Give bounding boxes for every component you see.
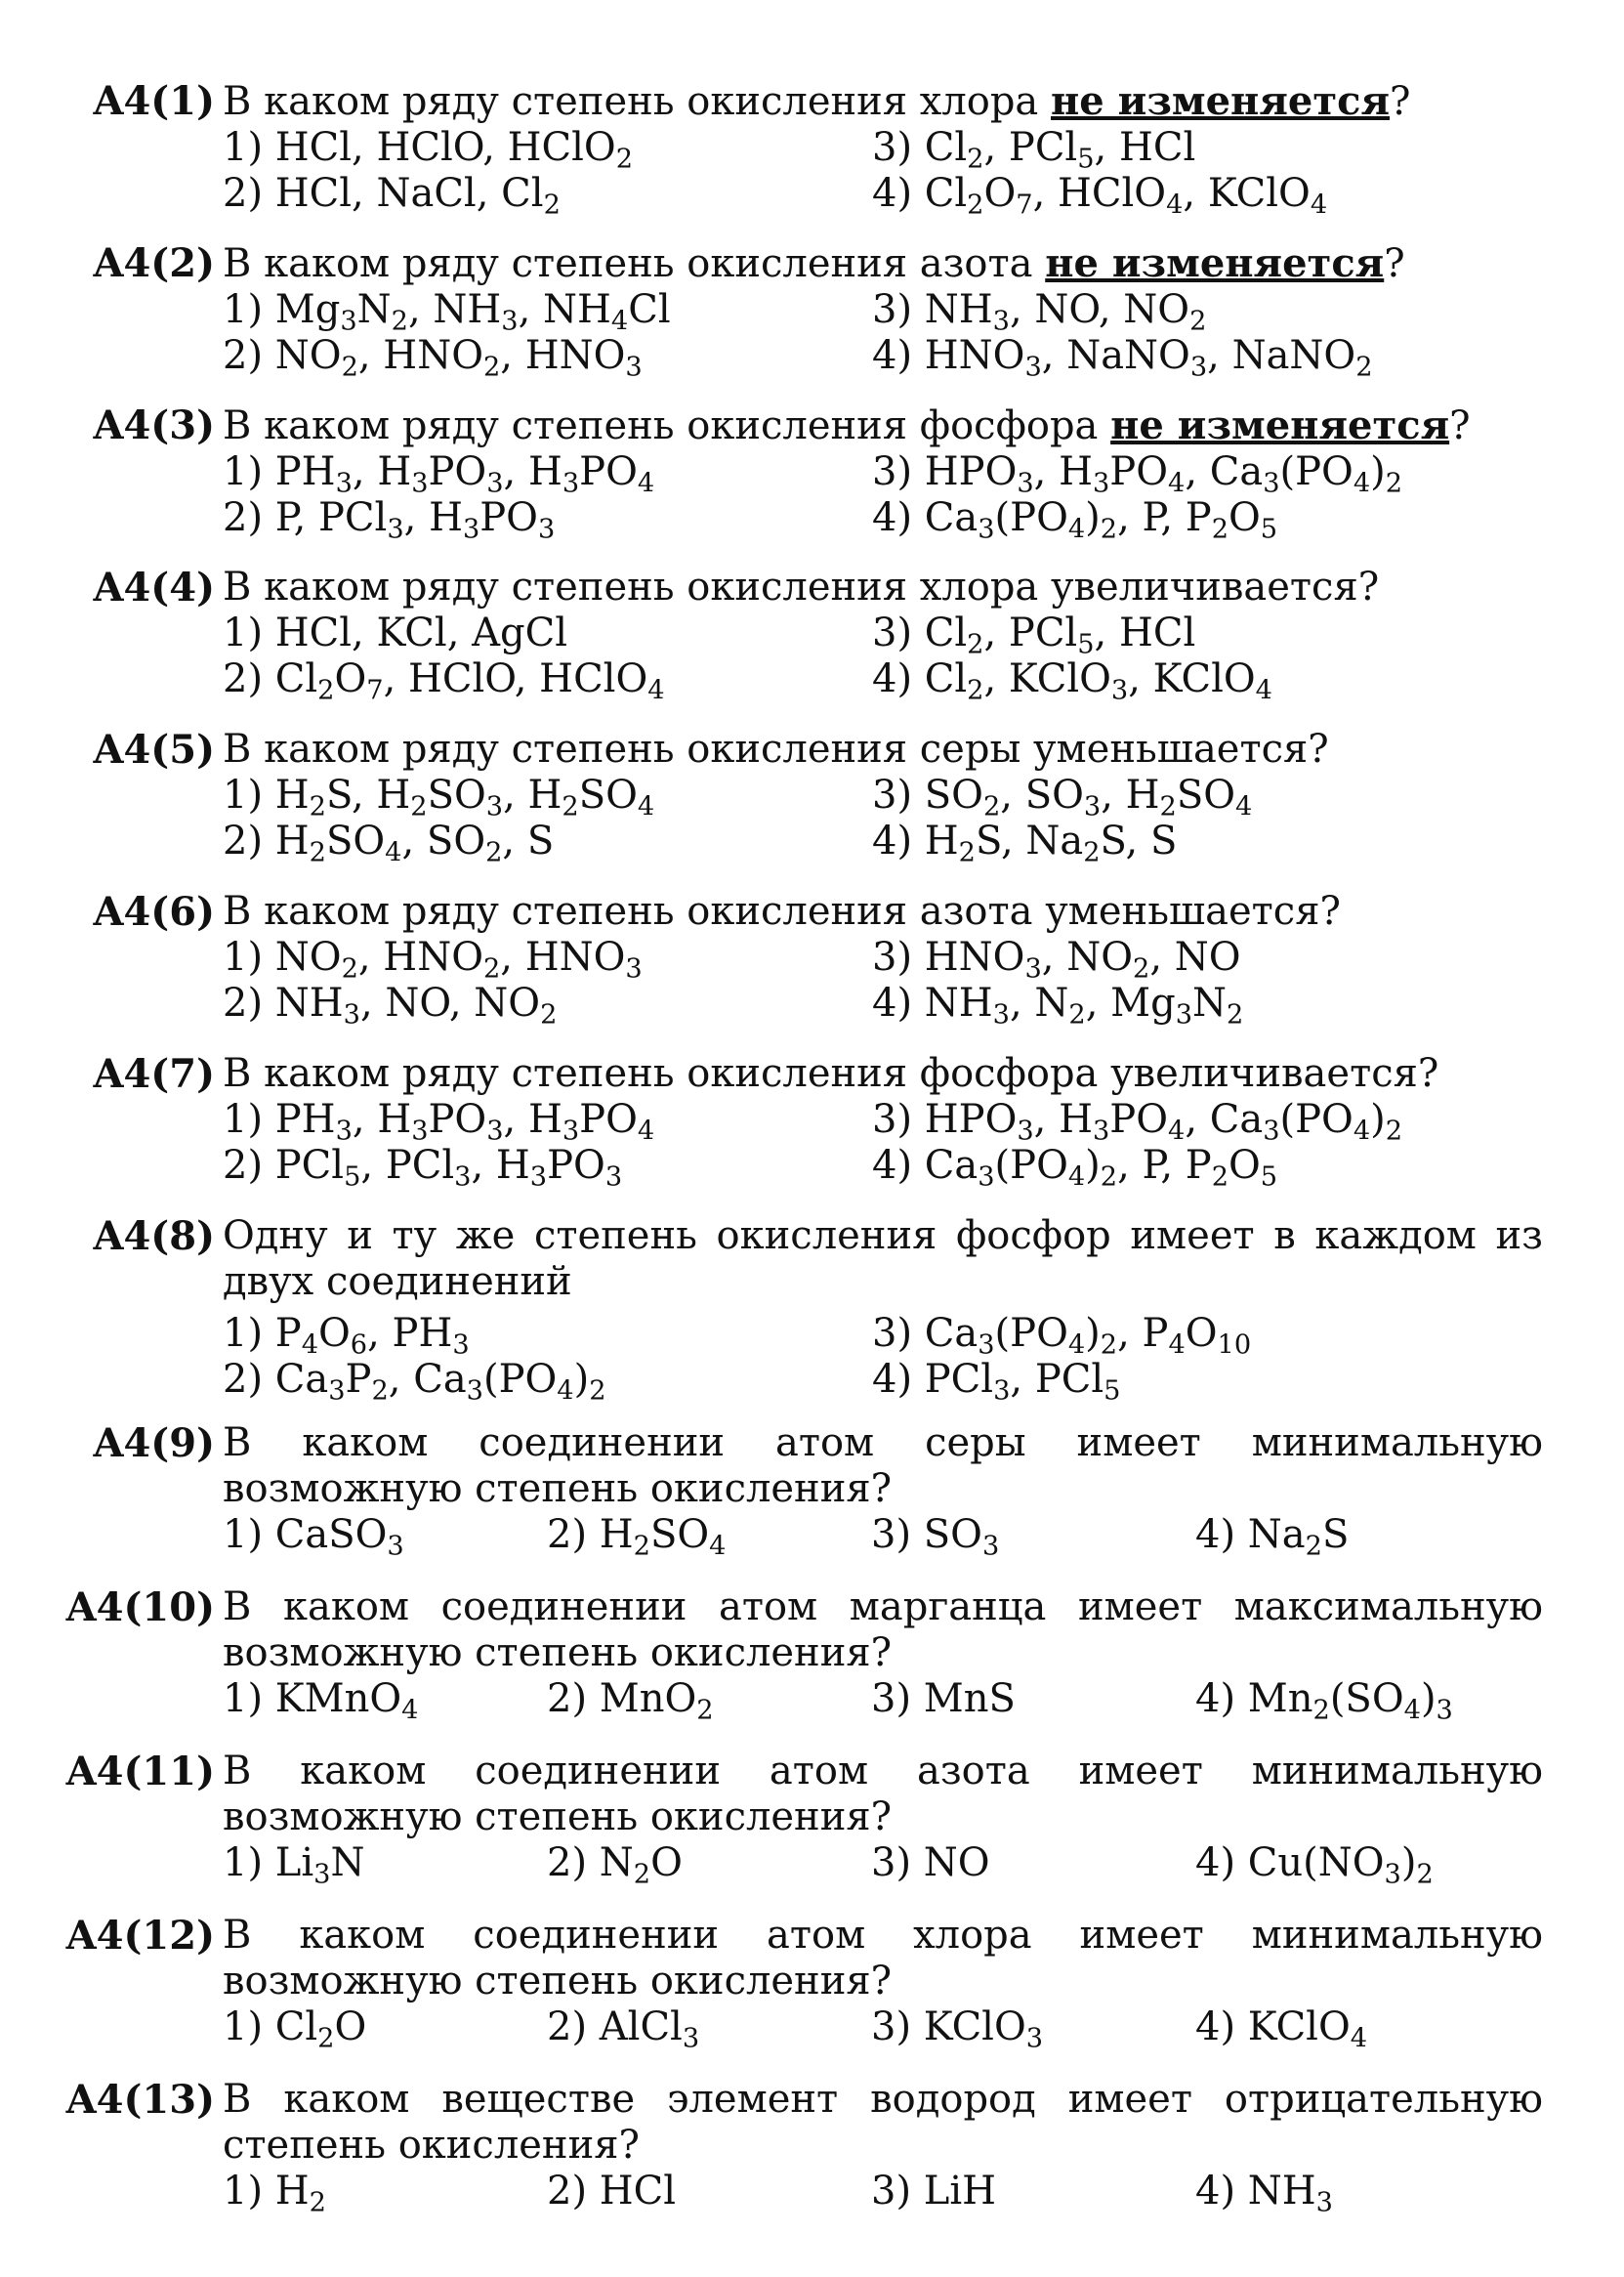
answer-option[interactable]: 3) $SO_3$ xyxy=(871,1512,1000,1562)
question-a4-13 xyxy=(59,2077,1543,2218)
answer-options xyxy=(223,1676,1543,1726)
question-stem: В каком ряду степень окисления фосфора не изменяется? xyxy=(223,402,1471,448)
answer-option[interactable]: 1) $H_2S$, $H_2SO_3$, $H_2SO_4$ xyxy=(223,773,655,822)
answer-option[interactable]: 2) $N_2O$ xyxy=(547,1840,683,1890)
answer-option[interactable]: 2) P, PCl$_3$, $H_3PO_3$ xyxy=(223,495,556,545)
answer-option[interactable]: 3) $HPO_3$, $H_3PO_4$, $Ca_3(PO_4)_2$ xyxy=(872,1097,1403,1147)
answer-option[interactable]: 1) HCl, HClO, HClO$_2$ xyxy=(223,125,634,175)
answer-option[interactable]: 1) $H_2$ xyxy=(223,2169,326,2218)
question-stem: В каком ряду степень окисления хлора не изменяется? xyxy=(223,78,1411,124)
answer-option[interactable]: 3) MnS xyxy=(871,1676,1016,1721)
question-number: A4(8) xyxy=(93,1213,215,1259)
emphasis-text: не изменяется xyxy=(1110,402,1450,448)
answer-option[interactable]: 2) AlCl$_3$ xyxy=(547,2004,700,2054)
answer-option[interactable]: 3) $HNO_3$, $NO_2$, NO xyxy=(872,935,1241,985)
emphasis-text: не изменяется xyxy=(1045,240,1385,286)
answer-option[interactable]: 3) $Cl_2$, PCl$_5$, HCl xyxy=(872,611,1196,660)
question-number: A4(13) xyxy=(65,2077,215,2123)
question-number: A4(2) xyxy=(93,240,215,286)
question-number: A4(11) xyxy=(65,1749,215,1794)
answer-option[interactable]: 2) $H_2SO_4$, $SO_2$, S xyxy=(223,819,555,868)
answer-option[interactable]: 3) $Ca_3(PO_4)_2$, $P_4O_{10}$ xyxy=(872,1311,1252,1361)
answer-option[interactable]: 2) $Ca_3P_2$, $Ca_3(PO_4)_2$ xyxy=(223,1357,606,1407)
answer-option[interactable]: 2) $NH_3$, NO, $NO_2$ xyxy=(223,981,558,1031)
answer-option[interactable]: 4) $Ca_3(PO_4)_2$, P, $P_2O_5$ xyxy=(872,1143,1278,1193)
answer-option[interactable]: 1) HCl, KCl, AgCl xyxy=(223,611,568,655)
answer-option[interactable]: 1) $PH_3$, $H_3PO_3$, $H_3PO_4$ xyxy=(223,449,655,499)
answer-option[interactable]: 1) CaSO$_3$ xyxy=(223,1512,404,1562)
answer-options xyxy=(223,1097,1543,1193)
answer-option[interactable]: 2) PCl$_5$, PCl$_3$, $H_3PO_3$ xyxy=(223,1143,623,1193)
answer-option[interactable]: 3) KClO$_3$ xyxy=(871,2004,1044,2054)
answer-option[interactable]: 3) $Cl_2$, PCl$_5$, HCl xyxy=(872,125,1196,175)
answer-option[interactable]: 3) NO xyxy=(871,1840,990,1885)
question-a4-12 xyxy=(59,1913,1543,2054)
answer-options xyxy=(223,935,1543,1031)
answer-option[interactable]: 4) $NH_3$ xyxy=(1195,2169,1333,2218)
question-number: A4(10) xyxy=(65,1584,215,1630)
question-stem: В каком ряду степень окисления хлора увеличивается? xyxy=(223,565,1380,610)
answer-option[interactable]: 2) $H_2SO_4$ xyxy=(547,1512,727,1562)
question-stem: В каком соединении атом хлора имеет минимальную возможную степень окисления? xyxy=(223,1913,1543,2003)
question-a4-6 xyxy=(59,889,1543,1031)
answer-option[interactable]: 3) $HPO_3$, $H_3PO_4$, $Ca_3(PO_4)_2$ xyxy=(872,449,1403,499)
question-stem: Одну и ту же степень окисления фосфор имеет в каждом из двух соединений xyxy=(223,1213,1543,1304)
question-a4-4 xyxy=(59,565,1543,706)
question-stem: В каком веществе элемент водород имеет отрицательную степень окисления? xyxy=(223,2077,1543,2168)
answer-option[interactable]: 4) $H_2S$, $Na_2S$, S xyxy=(872,819,1178,868)
question-a4-9 xyxy=(59,1420,1543,1562)
question-stem: В каком ряду степень окисления серы уменьшается? xyxy=(223,727,1329,772)
question-a4-11 xyxy=(59,1749,1543,1890)
answer-option[interactable]: 1) $Mg_3N_2$, $NH_3$, $NH_4Cl$ xyxy=(223,287,671,337)
question-a4-2 xyxy=(59,240,1543,383)
emphasis-text: не изменяется xyxy=(1051,78,1391,124)
answer-options xyxy=(223,1512,1543,1562)
question-number: A4(1) xyxy=(93,78,215,124)
answer-option[interactable]: 3) $NH_3$, NO, $NO_2$ xyxy=(872,287,1207,337)
question-number: A4(7) xyxy=(93,1051,215,1097)
answer-option[interactable]: 1) $Cl_2O$ xyxy=(223,2004,367,2054)
question-stem: В каком соединении атом серы имеет минимальную возможную степень окисления? xyxy=(223,1420,1543,1511)
answer-options xyxy=(223,773,1543,868)
answer-option[interactable]: 4) KClO$_4$ xyxy=(1195,2004,1368,2054)
answer-options xyxy=(223,449,1543,545)
question-a4-10 xyxy=(59,1584,1543,1726)
answer-option[interactable]: 4) $NH_3$, $N_2$, $Mg_3N_2$ xyxy=(872,981,1244,1031)
question-a4-5 xyxy=(59,727,1543,868)
answer-option[interactable]: 1) $P_4O_6$, $PH_3$ xyxy=(223,1311,470,1361)
question-a4-3 xyxy=(59,402,1543,545)
answer-option[interactable]: 2) $NO_2$, $HNO_2$, $HNO_3$ xyxy=(223,333,643,383)
question-number: A4(4) xyxy=(93,565,215,611)
answer-options xyxy=(223,611,1543,706)
answer-options xyxy=(223,287,1543,383)
answer-options xyxy=(223,2004,1543,2054)
answer-option[interactable]: 2) MnO$_2$ xyxy=(547,1676,714,1726)
answer-option[interactable]: 4) $Cu(NO_3)_2$ xyxy=(1195,1840,1434,1890)
question-number: A4(6) xyxy=(93,889,215,935)
answer-option[interactable]: 2) $Cl_2O_7$, HClO, HClO$_4$ xyxy=(223,656,665,706)
answer-option[interactable]: 4) $Ca_3(PO_4)_2$, P, $P_2O_5$ xyxy=(872,495,1278,545)
answer-option[interactable]: 4) $Cl_2$, KClO$_3$, KClO$_4$ xyxy=(872,656,1272,706)
answer-options xyxy=(223,125,1543,221)
question-number: A4(9) xyxy=(93,1420,215,1466)
question-stem: В каком ряду степень окисления фосфора увеличивается? xyxy=(223,1051,1439,1096)
question-number: A4(3) xyxy=(93,402,215,448)
answer-option[interactable]: 2) HCl, NaCl, $Cl_2$ xyxy=(223,171,561,221)
answer-option[interactable]: 4) $Cl_2O_7$, HClO$_4$, KClO$_4$ xyxy=(872,171,1328,221)
answer-option[interactable]: 4) $HNO_3$, NaNO$_3$, NaNO$_2$ xyxy=(872,333,1373,383)
answer-option[interactable]: 3) $SO_2$, $SO_3$, $H_2SO_4$ xyxy=(872,773,1253,822)
answer-option[interactable]: 4) PCl$_3$, PCl$_5$ xyxy=(872,1357,1121,1407)
answer-option[interactable]: 4) $Na_2S$ xyxy=(1195,1512,1350,1562)
answer-options xyxy=(223,1840,1543,1890)
question-stem: В каком ряду степень окисления азота не изменяется? xyxy=(223,240,1405,286)
question-stem: В каком соединении атом азота имеет минимальную возможную степень окисления? xyxy=(223,1749,1543,1839)
answer-option[interactable]: 2) HCl xyxy=(547,2169,677,2214)
answer-option[interactable]: 1) KMnO$_4$ xyxy=(223,1676,419,1726)
question-stem: В каком ряду степень окисления азота уменьшается? xyxy=(223,889,1341,934)
question-number: A4(12) xyxy=(65,1913,215,1959)
question-stem: В каком соединении атом марганца имеет максимальную возможную степень окисления? xyxy=(223,1584,1543,1675)
answer-option[interactable]: 4) $Mn_2(SO_4)_3$ xyxy=(1195,1676,1453,1726)
answer-options xyxy=(223,1311,1543,1407)
question-a4-8 xyxy=(59,1213,1543,1407)
answer-option[interactable]: 1) $Li_3N$ xyxy=(223,1840,365,1890)
answer-option[interactable]: 1) $PH_3$, $H_3PO_3$, $H_3PO_4$ xyxy=(223,1097,655,1147)
question-number: A4(5) xyxy=(93,727,215,773)
question-a4-1 xyxy=(59,78,1543,221)
answer-options xyxy=(223,2169,1543,2218)
answer-option[interactable]: 3) LiH xyxy=(871,2169,997,2214)
question-a4-7 xyxy=(59,1051,1543,1193)
answer-option[interactable]: 1) $NO_2$, $HNO_2$, $HNO_3$ xyxy=(223,935,643,985)
